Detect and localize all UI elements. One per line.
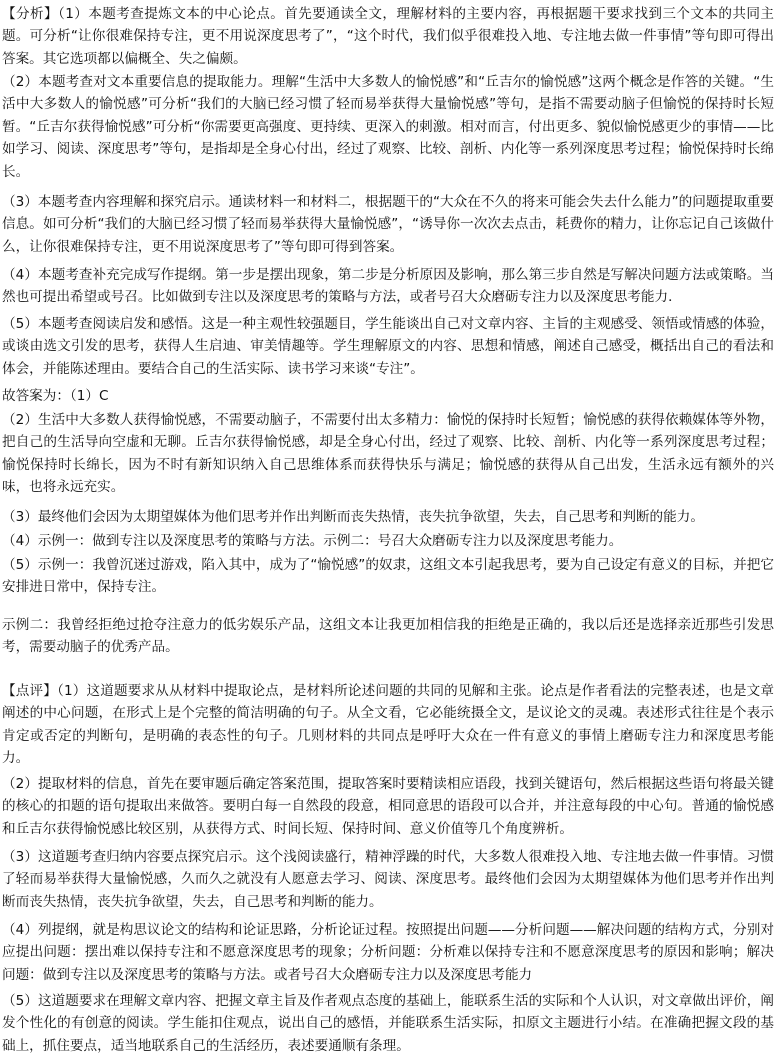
comment-paragraph-4: （4）列提纲，就是构思议论文的结构和论证思路，分析论证过程。按照提出问题——分析问题——解决问题的结构方式，分别对应提出问题：摆出难以保持专注和不愿意深度思考的现象；分析问题：分析难以保持专注和不愿意深度思考的原因和影响；解决问题：做到专注以及深度思考的策略与方法。或者号召大众磨砺专注力以及深度思考能力 (2, 922, 774, 983)
analysis-paragraph-4: （4）本题考查补充完成写作提纲。第一步是摆出现象，第二步是分析原因及影响，那么第三步自然是写解决问题方法或策略。当然也可提出希望或号召。比如做到专注以及深度思考的策略与方法，或者号召大众磨砺专注力以及深度思考能力． (2, 267, 774, 306)
answer-paragraph-3: （3）最终他们会因为太期望媒体为他们思考并作出判断而丧失热情，丧失抗争欲望，失去，自己思考和判断的能力。 (2, 509, 704, 525)
answer-line-1: 故答案为：（1）C (2, 388, 109, 404)
answer-paragraph-4: （4）示例一：做到专注以及深度思考的策略与方法。示例二：号召大众磨砺专注力以及深度思考能力。 (2, 533, 623, 549)
answer-paragraph-5: （5）示例一：我曾沉迷过游戏，陷入其中，成为了“愉悦感”的奴隶，这组文本引起我思考，要为自己设定有意义的目标，并把它安排进日常中，保持专注。 (2, 557, 774, 596)
analysis-paragraph-3: （3）本题考查内容理解和探究启示。通读材料一和材料二，根据题干的“大众在不久的将来可能会失去什么能力”的问题提取重要信息。如可分析“我们的大脑已经习惯了轻而易举获得大量愉悦感”，“诱导你一次次去点击，耗费你的精力，让你忘记自己该做什么，让你很难保持专注，更不用说深度思考了”等句即可得到答案。 (2, 194, 774, 255)
analysis-paragraph-5: （5）本题考查阅读启发和感悟。这是一种主观性较强题目，学生能谈出自己对文章内容、主旨的主观感受、领悟或情感的体验，或谈由选文引发的思考，获得人生启迪、审美情趣等。学生理解原文的内容、思想和情感，阐述自己感受，概括出自己的看法和体会，并能陈述理由。要结合自己的生活实际、读书学习来谈“专注”。 (2, 316, 774, 377)
answer-paragraph-2: （2）生活中大多数人获得愉悦感，不需要动脑子，不需要付出太多精力：愉悦的保持时长短暂；愉悦感的获得依赖媒体等外物，把自己的生活导向空虚和无聊。丘吉尔获得愉悦感，却是全身心付出，经过了观察、比较、剖析、内化等一系列深度思考过程；愉悦保持时长绵长，因为不时有新知识纳入自己思维体系而获得快乐与满足；愉悦感的获得从自己出发，生活永远有额外的兴味，也将永远充实。 (2, 412, 774, 496)
comment-paragraph-2: （2）提取材料的信息，首先在要审题后确定答案范围，提取答案时要精读相应语段，找到关键语句，然后根据这些语句将最关键的核心的扣题的语句提取出来做答。要明白每一自然段的段意，相同意思的语段可以合并，并注意每段的中心句。普通的愉悦感和丘吉尔获得愉悦感比较区别，从获得方式、时间长短、保持时间、意义价值等几个角度辨析。 (2, 776, 774, 837)
analysis-paragraph-1: 【分析】（1）本题考查提炼文本的中心论点。首先要通读全文，理解材料的主要内容，再根据题干要求找到三个文本的共同主题。可分析“让你很难保持专注，更不用说深度思考了”，“这个时代，我们似乎很难投入地、专注地去做一件事情”等句即可得出答案。其它选项都以偏概全、失之偏颇。 (2, 6, 774, 67)
answer-paragraph-6: 示例二：我曾经拒绝过抢夺注意力的低劣娱乐产品，这组文本让我更加相信我的拒绝是正确的，我以后还是选择亲近那些引发思考，需要动脑子的优秀产品。 (2, 617, 774, 656)
comment-paragraph-5: （5）这道题要求在理解文章内容、把握文章主旨及作者观点态度的基础上，能联系生活的实际和个人认识，对文章做出评价，阐发个性化的有创意的阅读。学生能扣住观点，说出自己的感悟，并能联系生活实际，扣原文主题进行小结。在准确把握文段的基础上，抓住要点，适当地联系自己的生活经历，表述要通顺有条理。 (2, 993, 774, 1054)
comment-paragraph-1: 【点评】（1）这道题要求从从材料中提取论点，是材料所论述问题的共同的见解和主张。论点是作者看法的完整表述，也是文章阐述的中心问题，在形式上是个完整的简洁明确的句子。从全文看，它必能统摄全文，是议论文的灵魂。表述形式往往是个表示肯定或否定的判断句，是明确的表态性的句子。几则材料的共同点是呼吁大众在一件有意义的事情上磨砺专注力和深度思考能力。 (2, 683, 774, 767)
comment-paragraph-3: （3）这道题考查归纳内容要点探究启示。这个浅阅读盛行，精神浮躁的时代，大多数人很难投入地、专注地去做一件事情。习惯了轻而易举获得大量愉悦感，久而久之就没有人愿意去学习、阅读、深度思考。最终他们会因为太期望媒体为他们思考并作出判断而丧失热情，丧失抗争欲望，失去，自己思考和判断的能力。 (2, 849, 774, 910)
analysis-paragraph-2: （2）本题考查对文本重要信息的提取能力。理解“生活中大多数人的愉悦感”和“丘吉尔的愉悦感”这两个概念是作答的关键。“生活中大多数人的愉悦感”可分析“我们的大脑已经习惯了轻而易举获得大量愉悦感”等句，是指不需要动脑子但愉悦的保持时长短暂。“丘吉尔获得愉悦感”可分析“你需要更高强度、更持续、更深入的刺激。相对而言，付出更多、貌似愉悦感更少的事情——比如学习、阅读、深度思考”等句，是指却是全身心付出，经过了观察、比较、剖析、内化等一系列深度思考过程；愉悦保持时长绵长。 (2, 74, 774, 180)
